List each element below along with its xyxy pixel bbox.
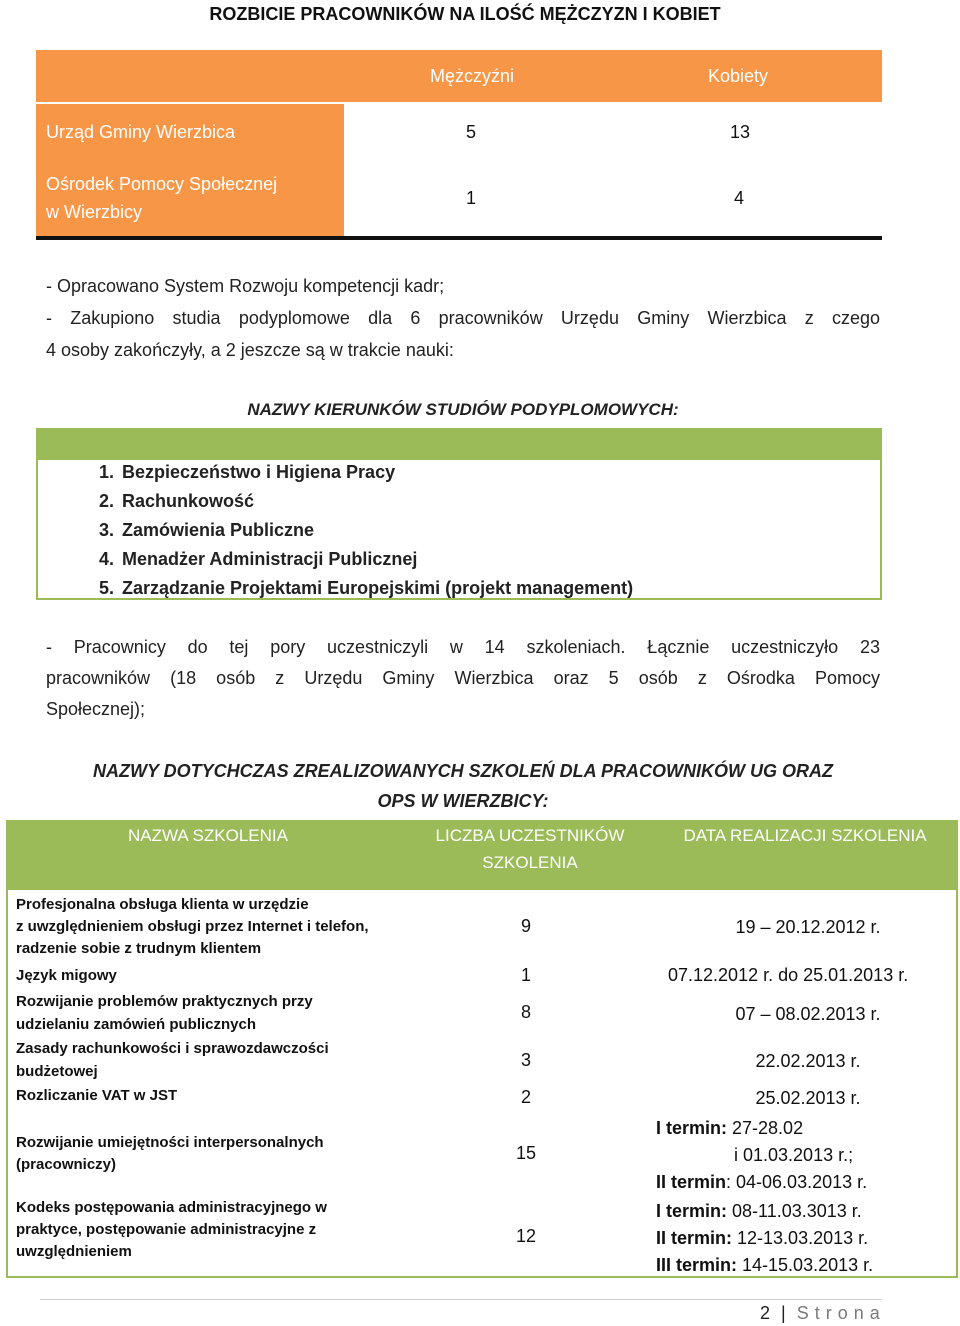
intro-line1: - Opracowano System Rozwoju kompetencji kadr;	[46, 276, 445, 296]
training-date-term	[656, 1115, 906, 1142]
term-label: I termin:	[656, 1118, 728, 1138]
study-label: Bezpieczeństwo i Higiena Pracy	[122, 462, 396, 482]
studies-list-header-bar	[38, 430, 880, 460]
training-date-term	[656, 1252, 946, 1279]
study-item	[80, 549, 417, 570]
col-count-header-line2: SZKOLENIA	[482, 853, 578, 872]
term-value: 08-11.03.3013 r.	[727, 1201, 862, 1221]
training-table-header	[8, 822, 956, 890]
row-label-urzad: Urząd Gminy Wierzbica	[46, 122, 236, 142]
trainings-para-line1: - Pracownicy do tej pory uczestniczyli w 14 szkoleniach. Łącznie uczestniczyło 23	[46, 637, 880, 657]
training-date-term	[656, 1169, 916, 1196]
page-number: 2	[760, 1303, 771, 1323]
urzad-women-value: 13	[730, 122, 751, 142]
col-men-header: Mężczyźni	[430, 66, 515, 86]
trainings-para-line3: Społecznej);	[46, 699, 146, 719]
training-name: Rozwijanie problemów praktycznych przy	[16, 993, 313, 1010]
study-num: 2.	[98, 491, 114, 511]
training-date: 07 – 08.02.2013 r.	[735, 1004, 881, 1024]
training-name: Rozliczanie VAT w JST	[16, 1087, 178, 1104]
term-label: II termin:	[656, 1228, 733, 1248]
training-count: 9	[520, 916, 531, 936]
training-date-term	[656, 1198, 936, 1225]
training-name: udzielaniu zamówień publicznych	[16, 1016, 257, 1033]
gender-table	[36, 50, 882, 242]
studies-list-box	[36, 428, 882, 600]
footer-separator: |	[781, 1303, 786, 1323]
study-label: Zarządzanie Projektami Europejskimi (projekt management)	[122, 578, 634, 598]
page-footer	[760, 1303, 886, 1324]
training-name: budżetowej	[16, 1063, 98, 1080]
study-item	[80, 578, 633, 599]
term-value: 14-15.03.2013 r.	[737, 1255, 874, 1275]
row-label-ops-line2: w Wierzbicy	[46, 202, 143, 222]
training-name: praktyce, postępowanie administracyjne z	[16, 1221, 317, 1238]
col-name-header: NAZWA SZKOLENIA	[128, 826, 288, 845]
study-num: 3.	[98, 520, 114, 540]
trainings-heading-line1: NAZWY DOTYCHCZAS ZREALIZOWANYCH SZKOLEŃ DLA PRACOWNIKÓW UG ORAZ	[93, 761, 833, 781]
page-title: ROZBICIE PRACOWNIKÓW NA ILOŚĆ MĘŻCZYZN I KOBIET	[209, 4, 721, 24]
training-name: radzenie sobie z trudnym klientem	[16, 940, 262, 957]
training-date: 07.12.2012 r. do 25.01.2013 r.	[668, 965, 909, 985]
training-date: 22.02.2013 r.	[755, 1051, 861, 1071]
study-label: Menadżer Administracji Publicznej	[122, 549, 418, 569]
row-label-ops-line1: Ośrodek Pomocy Społecznej	[46, 174, 278, 194]
study-item	[80, 491, 254, 512]
term-label: III termin:	[656, 1255, 738, 1275]
training-date: 25.02.2013 r.	[755, 1088, 861, 1108]
study-label: Rachunkowość	[122, 491, 255, 511]
term-label: I termin:	[656, 1201, 728, 1221]
training-date-term	[656, 1142, 960, 1169]
study-item	[80, 520, 314, 541]
training-count: 8	[520, 1002, 531, 1022]
study-num: 1.	[98, 462, 114, 482]
training-name: (pracowniczy)	[16, 1156, 117, 1173]
training-name: Profesjonalna obsługa klienta w urzędzie	[16, 896, 309, 913]
training-date: 19 – 20.12.2012 r.	[735, 917, 881, 937]
training-date-term	[656, 1225, 936, 1252]
footer-word: Strona	[796, 1303, 886, 1323]
training-count: 12	[515, 1226, 537, 1246]
intro-line3: 4 osoby zakończyły, a 2 jeszcze są w trakcie nauki:	[46, 340, 454, 360]
col-women-header: Kobiety	[708, 66, 769, 86]
term-value: : 04-06.03.2013 r.	[726, 1172, 868, 1192]
col-date-header: DATA REALIZACJI SZKOLENIA	[683, 826, 927, 845]
ops-men-value: 1	[466, 188, 477, 208]
training-count: 1	[520, 965, 531, 985]
urzad-men-value: 5	[466, 122, 477, 142]
training-name: Kodeks postępowania administracyjnego w	[16, 1199, 327, 1216]
term-value: 12-13.03.2013 r.	[732, 1228, 869, 1248]
trainings-para-line2: pracowników (18 osób z Urzędu Gminy Wierzbica oraz 5 osób z Ośrodka Pomocy	[46, 668, 880, 688]
training-name: uwzględnieniem	[16, 1243, 132, 1260]
term-label: II termin	[656, 1172, 727, 1192]
term-value: 27-28.02	[727, 1118, 804, 1138]
training-name: Język migowy	[16, 967, 117, 984]
training-count: 2	[520, 1087, 531, 1107]
training-name: z uwzględnieniem obsługi przez Internet i telefon,	[16, 918, 369, 935]
study-item	[80, 462, 395, 483]
ops-women-value: 4	[734, 188, 745, 208]
footer-rule	[40, 1299, 882, 1300]
col-count-header-line1: LICZBA UCZESTNIKÓW	[435, 826, 625, 845]
study-num: 5.	[98, 578, 114, 598]
gender-table-bottom-border	[36, 236, 882, 240]
training-count: 3	[520, 1050, 531, 1070]
term-value: i 01.03.2013 r.;	[734, 1145, 854, 1165]
studies-heading: NAZWY KIERUNKÓW STUDIÓW PODYPLOMOWYCH:	[247, 400, 679, 419]
training-name: Zasady rachunkowości i sprawozdawczości	[16, 1040, 329, 1057]
study-num: 4.	[98, 549, 114, 569]
gender-table-divider	[36, 102, 882, 104]
training-name: Rozwijanie umiejętności interpersonalnych	[16, 1134, 324, 1151]
training-table	[6, 820, 958, 1278]
training-count: 15	[515, 1143, 537, 1163]
study-label: Zamówienia Publiczne	[122, 520, 315, 540]
intro-line2: - Zakupiono studia podyplomowe dla 6 pracowników Urzędu Gminy Wierzbica z czego	[46, 308, 880, 328]
trainings-heading-line2: OPS W WIERZBICY:	[377, 791, 549, 811]
